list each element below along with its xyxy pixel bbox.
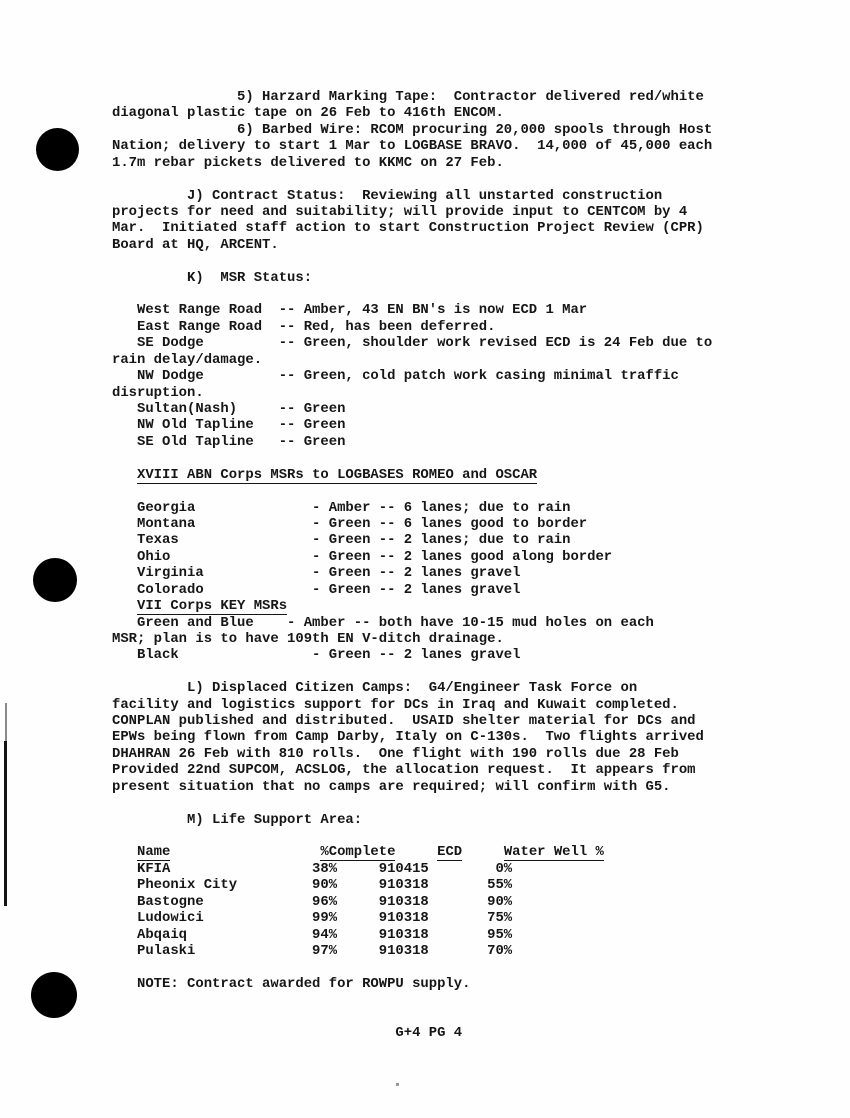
msr-status-line: West Range Road -- Amber, 43 EN BN's is now ECD 1 Mar: [112, 302, 588, 319]
corps-msr-line: Ohio - Green -- 2 lanes good along border: [112, 548, 613, 565]
lsa-table-header: [112, 844, 712, 860]
corps-msr-line: Black - Green -- 2 lanes gravel: [112, 647, 521, 664]
text-run: [395, 844, 437, 860]
item-5-line: diagonal plastic tape on 26 Feb to 416th ENCOM.: [112, 105, 504, 122]
text-run: [170, 844, 320, 860]
item-6-line: 1.7m rebar pickets delivered to KKMC on 27 Feb.: [112, 154, 504, 171]
section-k-heading: K) MSR Status:: [112, 269, 313, 286]
scan-edge-artifact: [4, 741, 7, 906]
corps-msr-line: Montana - Green -- 6 lanes good to border: [112, 515, 588, 532]
section-j-line: Board at HQ, ARCENT.: [112, 236, 279, 253]
blank-line: [112, 828, 712, 844]
lsa-table-row: Ludowici 99% 910318 75%: [112, 910, 513, 927]
corps-msr-line: Green and Blue - Amber -- both have 10-15 mud holes on each: [112, 614, 654, 631]
blank-line: [112, 450, 712, 466]
section-l-line: Provided 22nd SUPCOM, ACSLOG, the allocation request. It appears from: [112, 762, 696, 779]
blank-line: [112, 959, 712, 975]
section-l-line: present situation that no camps are required; will confirm with G5.: [112, 778, 671, 795]
lsa-table-row: Pulaski 97% 910318 70%: [112, 942, 513, 959]
msr-status-line: disruption.: [112, 384, 204, 401]
underlined-text: XVIII ABN Corps MSRs to LOGBASES ROMEO and OSCAR: [137, 466, 538, 483]
underlined-text: %Complete: [320, 844, 396, 861]
section-l-line: DHAHRAN 26 Feb with 810 rolls. One flight with 190 rolls due 28 Feb: [112, 745, 679, 762]
item-5-line: 5) Harzard Marking Tape: Contractor delivered red/white: [112, 89, 704, 105]
corps-msr-line: Virginia - Green -- 2 lanes gravel: [112, 565, 521, 582]
blank-line: [112, 286, 712, 302]
section-j-line: Mar. Initiated staff action to start Construction Project Review (CPR): [112, 220, 704, 237]
underlined-text: Name: [137, 844, 171, 861]
msr-status-line: SE Old Tapline -- Green: [112, 433, 346, 450]
corps-msr-line: MSR; plan is to have 109th EN V-ditch drainage.: [112, 630, 504, 647]
scan-edge-artifact-top: [5, 703, 7, 743]
blank-line: [112, 795, 712, 811]
section-j-line: projects for need and suitability; will provide input to CENTCOM by 4: [112, 203, 688, 220]
corps-msr-line: Georgia - Amber -- 6 lanes; due to rain: [112, 499, 571, 516]
page-footer: G+4 PG 4: [112, 1025, 463, 1042]
hole-punch-mark-bottom: [31, 972, 77, 1018]
msr-status-line: East Range Road -- Red, has been deferred.: [112, 318, 496, 335]
underlined-text: Water Well %: [503, 844, 604, 861]
lsa-table-row: KFIA 38% 910415 0%: [112, 860, 513, 877]
document-body: [112, 89, 712, 1041]
item-6-line: Nation; delivery to start 1 Mar to LOGBASE BRAVO. 14,000 of 45,000 each: [112, 138, 713, 155]
blank-line: [112, 171, 712, 187]
corps-msr-line: Colorado - Green -- 2 lanes gravel: [112, 581, 521, 598]
note-line: NOTE: Contract awarded for ROWPU supply.: [112, 975, 471, 992]
section-m-heading: M) Life Support Area:: [112, 811, 363, 828]
text-run: [112, 598, 137, 614]
lsa-table-row: Abqaiq 94% 910318 95%: [112, 926, 513, 943]
xviii-corps-heading: [112, 467, 712, 483]
text-run: [112, 844, 137, 860]
blank-line: [112, 992, 712, 1008]
underlined-text: VII Corps KEY MSRs: [137, 598, 288, 615]
msr-status-line: Sultan(Nash) -- Green: [112, 401, 346, 418]
section-j-line: J) Contract Status: Reviewing all unstarted construction: [112, 187, 663, 204]
text-run: [462, 844, 504, 860]
blank-line: [112, 253, 712, 269]
section-l-line: facility and logistics support for DCs in Iraq and Kuwait completed.: [112, 696, 679, 713]
blank-line: [112, 483, 712, 499]
msr-status-line: SE Dodge -- Green, shoulder work revised ECD is 24 Feb due to: [112, 335, 713, 352]
lsa-table-row: Bastogne 96% 910318 90%: [112, 893, 513, 910]
lsa-table-row: Pheonix City 90% 910318 55%: [112, 877, 513, 894]
msr-status-line: NW Old Tapline -- Green: [112, 417, 346, 434]
hole-punch-mark-top: [36, 128, 79, 171]
underlined-text: ECD: [437, 844, 463, 861]
blank-line: [112, 1009, 712, 1025]
text-run: [112, 467, 137, 483]
hole-punch-mark-middle: [33, 558, 77, 602]
msr-status-line: NW Dodge -- Green, cold patch work casing minimal traffic: [112, 368, 679, 385]
corps-msr-line: Texas - Green -- 2 lanes; due to rain: [112, 532, 571, 549]
section-l-line: EPWs being flown from Camp Darby, Italy on C-130s. Two flights arrived: [112, 729, 704, 746]
vii-corps-heading: [112, 598, 712, 614]
section-l-line: CONPLAN published and distributed. USAID shelter material for DCs and: [112, 713, 696, 730]
msr-status-line: rain delay/damage.: [112, 351, 263, 368]
scan-speck-artifact: [396, 1083, 399, 1086]
item-6-line: 6) Barbed Wire: RCOM procuring 20,000 spools through Host: [112, 121, 713, 138]
section-l-line: L) Displaced Citizen Camps: G4/Engineer Task Force on: [112, 680, 638, 697]
blank-line: [112, 664, 712, 680]
